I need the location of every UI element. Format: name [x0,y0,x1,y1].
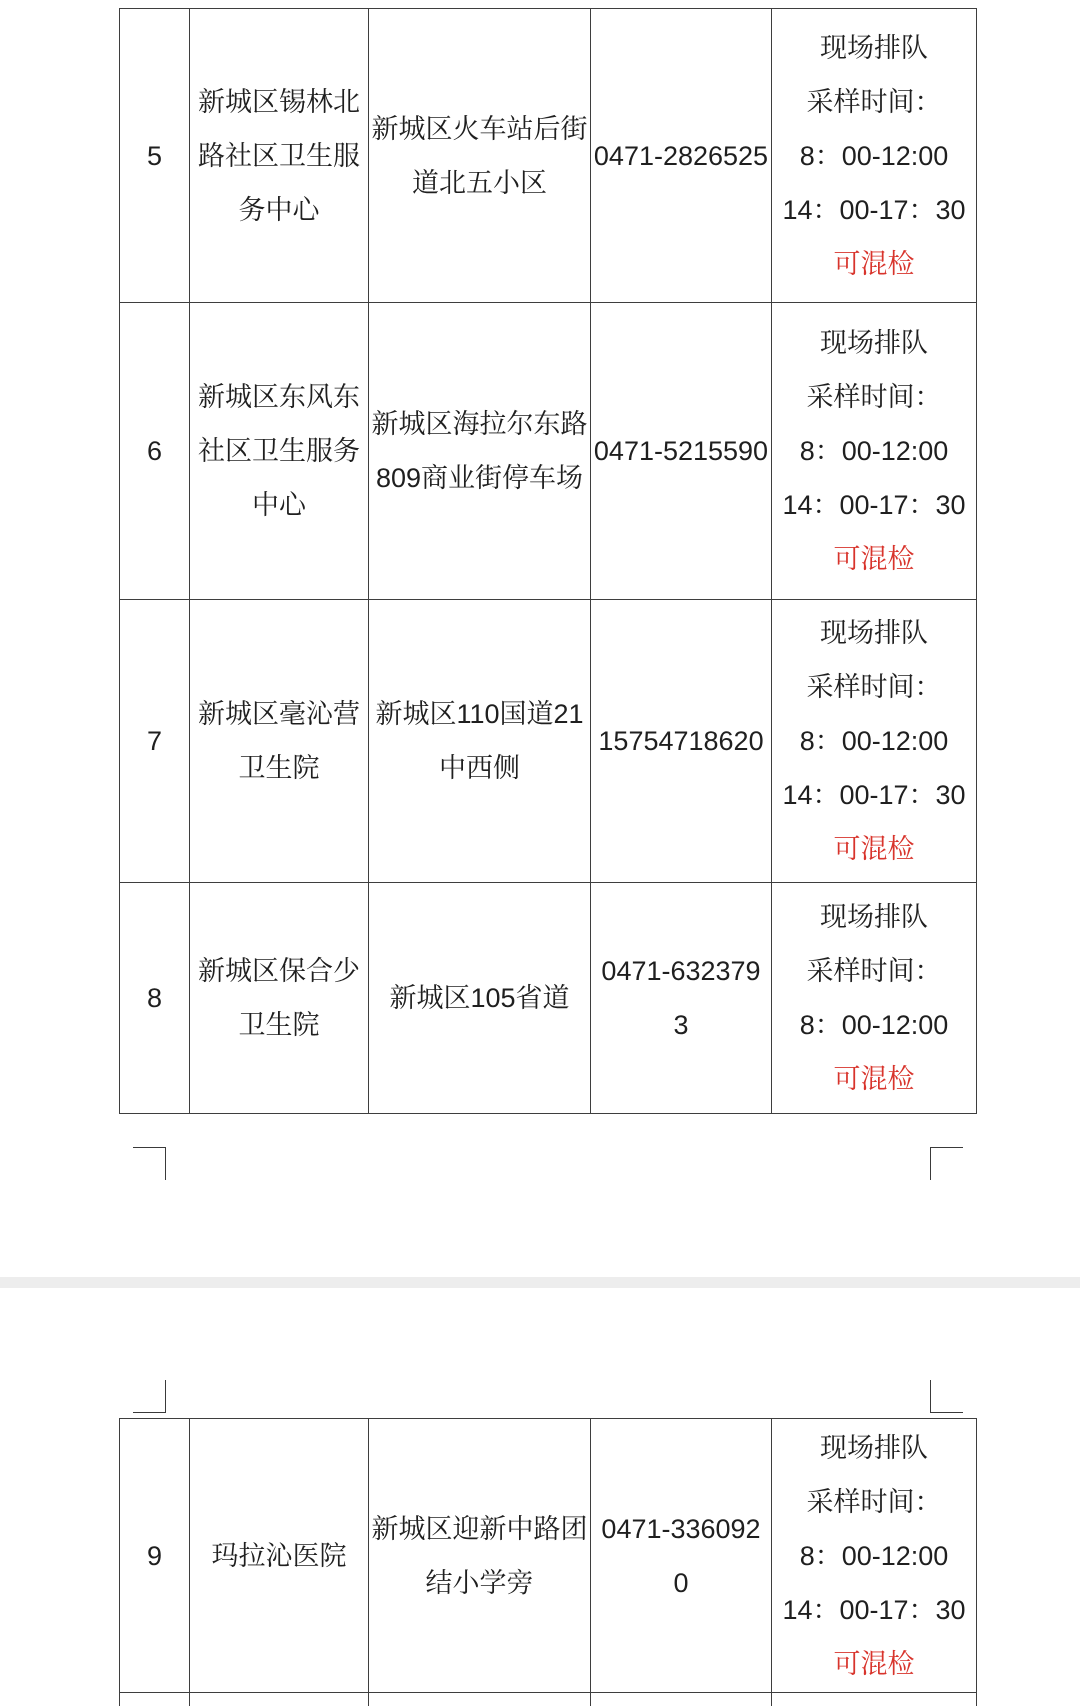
cell-sampling-info [772,9,977,303]
address-line: 中西侧 [439,753,520,783]
testing-sites-table-page1 [119,8,977,1114]
table-row-6 [120,303,977,600]
sampling-line: 14：00-17：30 [782,1594,966,1625]
facility-name-line: 卫生院 [238,753,320,783]
sampling-line: 现场排队 [820,902,928,932]
facility-name-line: 社区卫生服务 [198,436,360,466]
cell-sampling-info [772,303,977,600]
sampling-line: 现场排队 [820,618,928,648]
page-margin-mark-bottom-right [930,1147,963,1180]
table-row-5 [120,9,977,303]
cell-address [369,1693,591,1706]
cell-phone [591,1419,772,1693]
sampling-line: 现场排队 [820,328,928,358]
phone-number: 0471-5215590 [593,436,769,466]
mixed-check-label: 可混检 [833,834,915,864]
cell-address [369,883,591,1114]
row-index: 5 [146,140,163,171]
address-line: 809商业街停车场 [375,463,584,493]
sampling-line: 8：00-12:00 [799,140,949,171]
address-line: 结小学旁 [425,1567,534,1598]
cell-address [369,9,591,303]
sampling-line: 14：00-17：30 [782,780,966,810]
sampling-line: 采样时间： [806,672,942,702]
address-line: 新城区105省道 [389,983,570,1013]
facility-name-line: 新城区锡林北 [198,86,360,117]
facility-name-line: 新城区毫沁营 [198,699,360,729]
sampling-line: 14：00-17：30 [782,490,966,520]
cell-row-index [120,303,190,600]
address-line: 新城区110国道21 [375,699,584,729]
facility-name-line: 新城区保合少 [198,956,360,986]
row-index: 7 [146,726,163,756]
testing-sites-table-page2 [119,1418,977,1706]
cell-sampling-info [772,883,977,1114]
table-row-next-partial [120,1693,977,1706]
cell-row-index [120,1419,190,1693]
cell-sampling-info [772,1693,977,1706]
mixed-check-label: 可混检 [833,248,915,279]
cell-phone [591,9,772,303]
cell-phone [591,303,772,600]
sampling-line: 采样时间： [806,1486,942,1517]
phone-number: 0471-2826525 [593,140,769,171]
cell-address [369,1419,591,1693]
phone-number: 15754718620 [598,726,764,756]
page-separator [0,1277,1080,1288]
phone-number-line: 0471-632379 [601,956,761,986]
table-row-8 [120,883,977,1114]
table-row-9 [120,1419,977,1693]
cell-facility-name [190,1693,369,1706]
sampling-line: 8：00-12:00 [799,1010,949,1040]
cell-address [369,303,591,600]
sampling-line: 8：00-12:00 [799,726,949,756]
page-margin-mark-top-right [930,1380,963,1413]
address-line: 新城区迎新中路团 [371,1513,588,1544]
phone-number-line: 0471-336092 [601,1513,761,1544]
cell-row-index [120,9,190,303]
sampling-line: 8：00-12:00 [799,436,949,466]
page-margin-mark-bottom-left [133,1147,166,1180]
facility-name-line: 务中心 [238,194,320,225]
cell-facility-name [190,1419,369,1693]
cell-address [369,600,591,883]
mixed-check-label: 可混检 [833,1064,915,1094]
phone-number-line: 3 [673,1010,689,1040]
cell-facility-name [190,883,369,1114]
address-line: 道北五小区 [412,167,547,198]
row-index: 6 [146,436,163,466]
cell-facility-name [190,600,369,883]
table-row-7 [120,600,977,883]
cell-row-index [120,600,190,883]
cell-phone [591,1693,772,1706]
cell-phone [591,600,772,883]
cell-sampling-info [772,600,977,883]
page-margin-mark-top-left [133,1380,166,1413]
row-index: 8 [146,983,163,1013]
cell-row-index [120,1693,190,1706]
sampling-line: 采样时间： [806,956,942,986]
sampling-line: 8：00-12:00 [799,1540,949,1571]
sampling-line: 现场排队 [820,1432,928,1463]
address-line: 新城区海拉尔东路 [371,409,588,439]
cell-facility-name [190,303,369,600]
sampling-line: 14：00-17：30 [782,194,966,225]
cell-phone [591,883,772,1114]
cell-row-index [120,883,190,1114]
phone-number-line: 0 [673,1567,689,1598]
mixed-check-label: 可混检 [833,1648,915,1679]
row-index: 9 [146,1540,163,1571]
address-line: 新城区火车站后街 [371,113,588,144]
sampling-line: 现场排队 [820,32,928,63]
facility-name-line: 新城区东风东 [198,382,360,412]
facility-name-line: 中心 [252,490,306,520]
facility-name-line: 卫生院 [238,1010,320,1040]
sampling-line: 采样时间： [806,86,942,117]
sampling-line: 采样时间： [806,382,942,412]
cell-facility-name [190,9,369,303]
facility-name-line: 玛拉沁医院 [211,1540,347,1571]
cell-sampling-info [772,1419,977,1693]
facility-name-line: 路社区卫生服 [198,140,360,171]
mixed-check-label: 可混检 [833,544,915,574]
